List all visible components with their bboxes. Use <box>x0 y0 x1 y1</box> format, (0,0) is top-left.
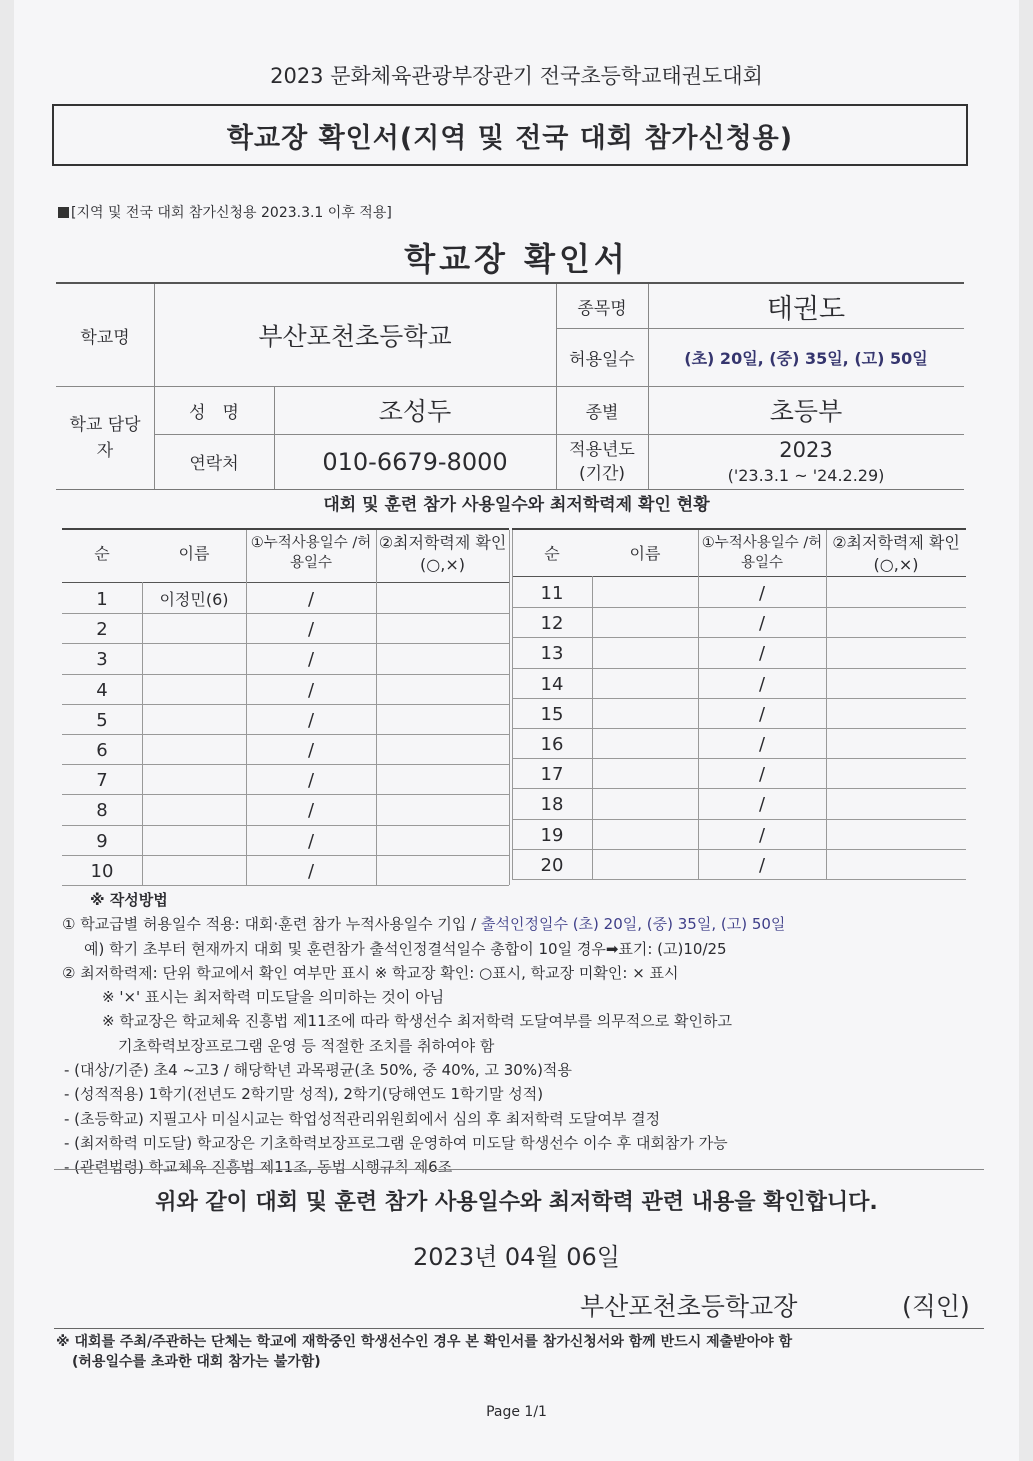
name-label: 성 명 <box>189 402 239 423</box>
cell-days: / <box>307 800 315 822</box>
cell-no: 13 <box>540 643 564 665</box>
cell-days: / <box>307 860 315 882</box>
header-check: ②최저학력제 확인(○,×) <box>832 533 960 574</box>
cell-days: / <box>307 770 315 792</box>
cell-no: 20 <box>540 854 564 876</box>
form-banner <box>52 104 968 166</box>
cell-no: 3 <box>96 649 108 671</box>
cell-name[interactable] <box>142 643 246 673</box>
section-title: 대회 및 훈련 참가 사용일수와 최저학력제 확인 현황 <box>323 495 710 515</box>
cell-days: / <box>307 589 315 610</box>
official-seal: (직인) <box>902 1292 970 1321</box>
cell-check[interactable] <box>376 764 509 794</box>
main-heading: 학교장 확인서 <box>404 240 629 278</box>
cell-no: 4 <box>96 679 108 701</box>
footer-note <box>56 1332 996 1372</box>
cell-days: / <box>307 649 315 671</box>
allowed-days-label: 허용일수 <box>569 349 635 370</box>
instruction-2-sub2: ※ 학교장은 학교체육 진흥법 제11조에 따라 학생선수 최저학력 도달여부를 의무적으로 확인하고 <box>102 1012 732 1031</box>
cell-check[interactable] <box>826 577 966 607</box>
table-row <box>62 825 509 856</box>
instruction-bullet: - (대상/기준) 초4 ~고3 / 해당학년 과목평균(초 50%, 중 40%, 고 30%)적용 <box>64 1061 572 1080</box>
cell-check[interactable] <box>826 668 966 698</box>
cell-name[interactable] <box>592 788 698 818</box>
cell-name[interactable] <box>592 668 698 698</box>
table-row <box>62 794 509 825</box>
cell-no: 12 <box>540 613 564 635</box>
cell-days: / <box>758 734 766 755</box>
cell-check[interactable] <box>826 758 966 788</box>
cell-check[interactable] <box>376 674 509 704</box>
cell-name[interactable] <box>142 704 246 734</box>
divider <box>509 530 510 885</box>
instruction-bullet: - (최저학력 미도달) 학교장은 기초학력보장프로그램 운영하여 미도달 학생선수 이수 후 대회참가 가능 <box>64 1133 728 1152</box>
school-label: 학교명 <box>80 327 130 348</box>
principal-signature: 부산포천초등학교장 <box>580 1292 798 1321</box>
document-page <box>14 0 1019 1461</box>
cell-no: 1 <box>96 589 108 610</box>
contact-label: 학교 담당자 <box>69 414 141 461</box>
table-row <box>512 758 966 789</box>
instruction-2-sub1: ※ '×' 표시는 최저학력 미도달을 의미하는 것이 아님 <box>102 988 445 1007</box>
divider <box>54 1328 984 1329</box>
cell-check[interactable] <box>376 583 509 613</box>
banner-text: 학교장 확인서(지역 및 전국 대회 참가신청용) <box>226 122 794 154</box>
table-row <box>62 704 509 735</box>
table-row <box>512 728 966 759</box>
cell-check[interactable] <box>376 855 509 885</box>
phone-value: 010-6679-8000 <box>322 447 508 476</box>
cell-check[interactable] <box>826 819 966 849</box>
info-table <box>56 282 964 490</box>
cell-no: 10 <box>90 860 114 882</box>
footer-line-2: (허용일수를 초과한 대회 참가는 불가함) <box>72 1354 321 1370</box>
table-row <box>512 668 966 699</box>
divider <box>54 1169 984 1170</box>
cell-no: 18 <box>540 794 564 816</box>
cell-name[interactable] <box>142 794 246 824</box>
issue-date: 2023년 04월 06일 <box>413 1243 620 1271</box>
roster-table-right <box>512 528 966 880</box>
instructions-heading: ※ 작성방법 <box>90 891 168 909</box>
cell-no: 2 <box>96 619 108 641</box>
cell-no: 8 <box>96 800 108 822</box>
applied-note-text: [지역 및 전국 대회 참가신청용 2023.3.1 이후 적용] <box>71 205 392 221</box>
cell-days: / <box>307 679 315 701</box>
cell-days: / <box>758 643 766 665</box>
roster-table-left <box>62 528 509 885</box>
cell-no: 7 <box>96 770 108 792</box>
instruction-2: ② 최저학력제: 단위 학교에서 확인 여부만 표시 ※ 학교장 확인: ○표시, 학교장 미확인: × 표시 <box>62 963 679 982</box>
table-row <box>62 674 509 705</box>
table-row <box>62 855 509 886</box>
header-no: 순 <box>544 544 560 564</box>
cell-name[interactable] <box>592 728 698 758</box>
instruction-bullet: - (성적적용) 1학기(전년도 2학기말 성적), 2학기(당해연도 1학기말 성적) <box>64 1085 544 1104</box>
square-bullet-icon <box>58 207 69 218</box>
cell-name[interactable] <box>142 764 246 794</box>
cell-no: 15 <box>540 703 564 725</box>
instruction-1-days: 출석인정일수 (초) 20일, (중) 35일, (고) 50일 <box>481 915 786 934</box>
cell-name[interactable] <box>592 819 698 849</box>
table-row <box>62 583 509 614</box>
confirmation-text: 위와 같이 대회 및 훈련 참가 사용일수와 최저학력 관련 내용을 확인합니다. <box>155 1190 878 1215</box>
cell-name[interactable] <box>592 577 698 607</box>
cell-check[interactable] <box>826 849 966 879</box>
cell-days: / <box>758 794 766 816</box>
cell-name[interactable] <box>142 734 246 764</box>
table-row <box>512 607 966 638</box>
table-row <box>512 849 966 880</box>
cell-name[interactable] <box>142 855 246 885</box>
table-row <box>512 788 966 819</box>
event-value: 태권도 <box>766 293 846 325</box>
name-value: 조성두 <box>378 397 452 426</box>
header-check: ②최저학력제 확인(○,×) <box>378 533 507 574</box>
cell-check[interactable] <box>826 728 966 758</box>
footer-line-1: ※ 대회를 주최/주관하는 단체는 학교에 재학중인 학생선수인 경우 본 확인서를 참가신청서와 함께 반드시 제출받아야 함 <box>56 1334 793 1350</box>
cell-name[interactable] <box>142 825 246 855</box>
cell-days: / <box>758 764 766 786</box>
cell-check[interactable] <box>826 698 966 728</box>
cell-days: / <box>758 824 766 846</box>
header-no: 순 <box>94 544 110 564</box>
cell-days: / <box>758 583 766 604</box>
table-row <box>512 819 966 850</box>
table-row <box>62 764 509 795</box>
cell-days: / <box>758 613 766 635</box>
cell-days: / <box>758 854 766 876</box>
allowed-days-value: (초) 20일, (중) 35일, (고) 50일 <box>684 348 928 368</box>
cell-name[interactable] <box>142 674 246 704</box>
school-value: 부산포천초등학교 <box>258 322 452 351</box>
page-number: Page 1/1 <box>486 1404 547 1420</box>
table-row <box>512 577 966 608</box>
instruction-1 <box>62 912 1002 936</box>
header-days: ①누적사용일수 /허용일수 <box>250 535 372 571</box>
table-row <box>512 698 966 729</box>
header-name: 이름 <box>629 544 661 564</box>
instruction-1-example: 예) 학기 초부터 현재까지 대회 및 훈련참가 출석인정결석일수 총합이 10일 경우➡표기: (고)10/25 <box>84 939 727 958</box>
instruction-1-text: ① 학교급별 허용일수 적용: 대회·훈련 참가 누적사용일수 기입 / <box>62 915 481 934</box>
cell-check[interactable] <box>376 734 509 764</box>
year-value: 2023 <box>779 438 833 462</box>
period-value: ('23.3.1 ~ '24.2.29) <box>727 465 885 485</box>
cell-check[interactable] <box>826 788 966 818</box>
cell-no: 6 <box>96 740 108 761</box>
cell-check[interactable] <box>376 613 509 643</box>
division-value: 초등부 <box>769 397 843 426</box>
header-name: 이름 <box>178 544 210 564</box>
cell-check[interactable] <box>376 704 509 734</box>
division-label: 종별 <box>585 402 619 423</box>
cell-name[interactable] <box>592 607 698 637</box>
cell-days: / <box>307 830 315 852</box>
cell-no: 19 <box>540 824 564 846</box>
cell-name[interactable] <box>592 637 698 667</box>
cell-name[interactable] <box>592 698 698 728</box>
cell-days: / <box>758 673 766 695</box>
cell-days: / <box>307 619 315 641</box>
cell-days: / <box>758 703 766 725</box>
cell-days: / <box>307 740 315 761</box>
cell-name[interactable] <box>592 758 698 788</box>
cell-check[interactable] <box>826 607 966 637</box>
cell-no: 17 <box>540 764 564 786</box>
event-label: 종목명 <box>577 298 627 319</box>
cell-check[interactable] <box>376 825 509 855</box>
instructions <box>62 888 1002 1180</box>
cell-no: 11 <box>540 583 564 604</box>
cell-name[interactable] <box>142 613 246 643</box>
instruction-2-sub3: 기초학력보장프로그램 운영 등 적절한 조치를 취하여야 함 <box>118 1036 495 1055</box>
cell-no: 9 <box>96 830 108 852</box>
cell-check[interactable] <box>826 637 966 667</box>
cell-no: 5 <box>96 709 108 731</box>
year-label: 적용년도 (기간) <box>569 439 635 484</box>
header-days: ①누적사용일수 /허용일수 <box>701 535 823 571</box>
document-title: 2023 문화체육관광부장관기 전국초등학교태권도대회 <box>270 64 763 88</box>
instruction-bullet: - (관련법령) 학교체육 진흥법 제11조, 동법 시행규칙 제6조 <box>64 1158 453 1177</box>
cell-days: / <box>307 709 315 731</box>
cell-name[interactable]: 이정민(6) <box>159 590 229 609</box>
cell-name[interactable] <box>592 849 698 879</box>
instruction-bullet: - (초등학교) 지필고사 미실시교는 학업성적관리위원회에서 심의 후 최저학력 도달여부 결정 <box>64 1109 661 1128</box>
table-row <box>62 613 509 644</box>
cell-no: 14 <box>540 673 564 695</box>
cell-check[interactable] <box>376 794 509 824</box>
phone-label: 연락처 <box>189 454 239 474</box>
table-row <box>62 643 509 674</box>
cell-no: 16 <box>540 734 564 755</box>
cell-check[interactable] <box>376 643 509 673</box>
applied-note <box>58 202 392 222</box>
table-row <box>62 734 509 765</box>
table-row <box>512 637 966 668</box>
